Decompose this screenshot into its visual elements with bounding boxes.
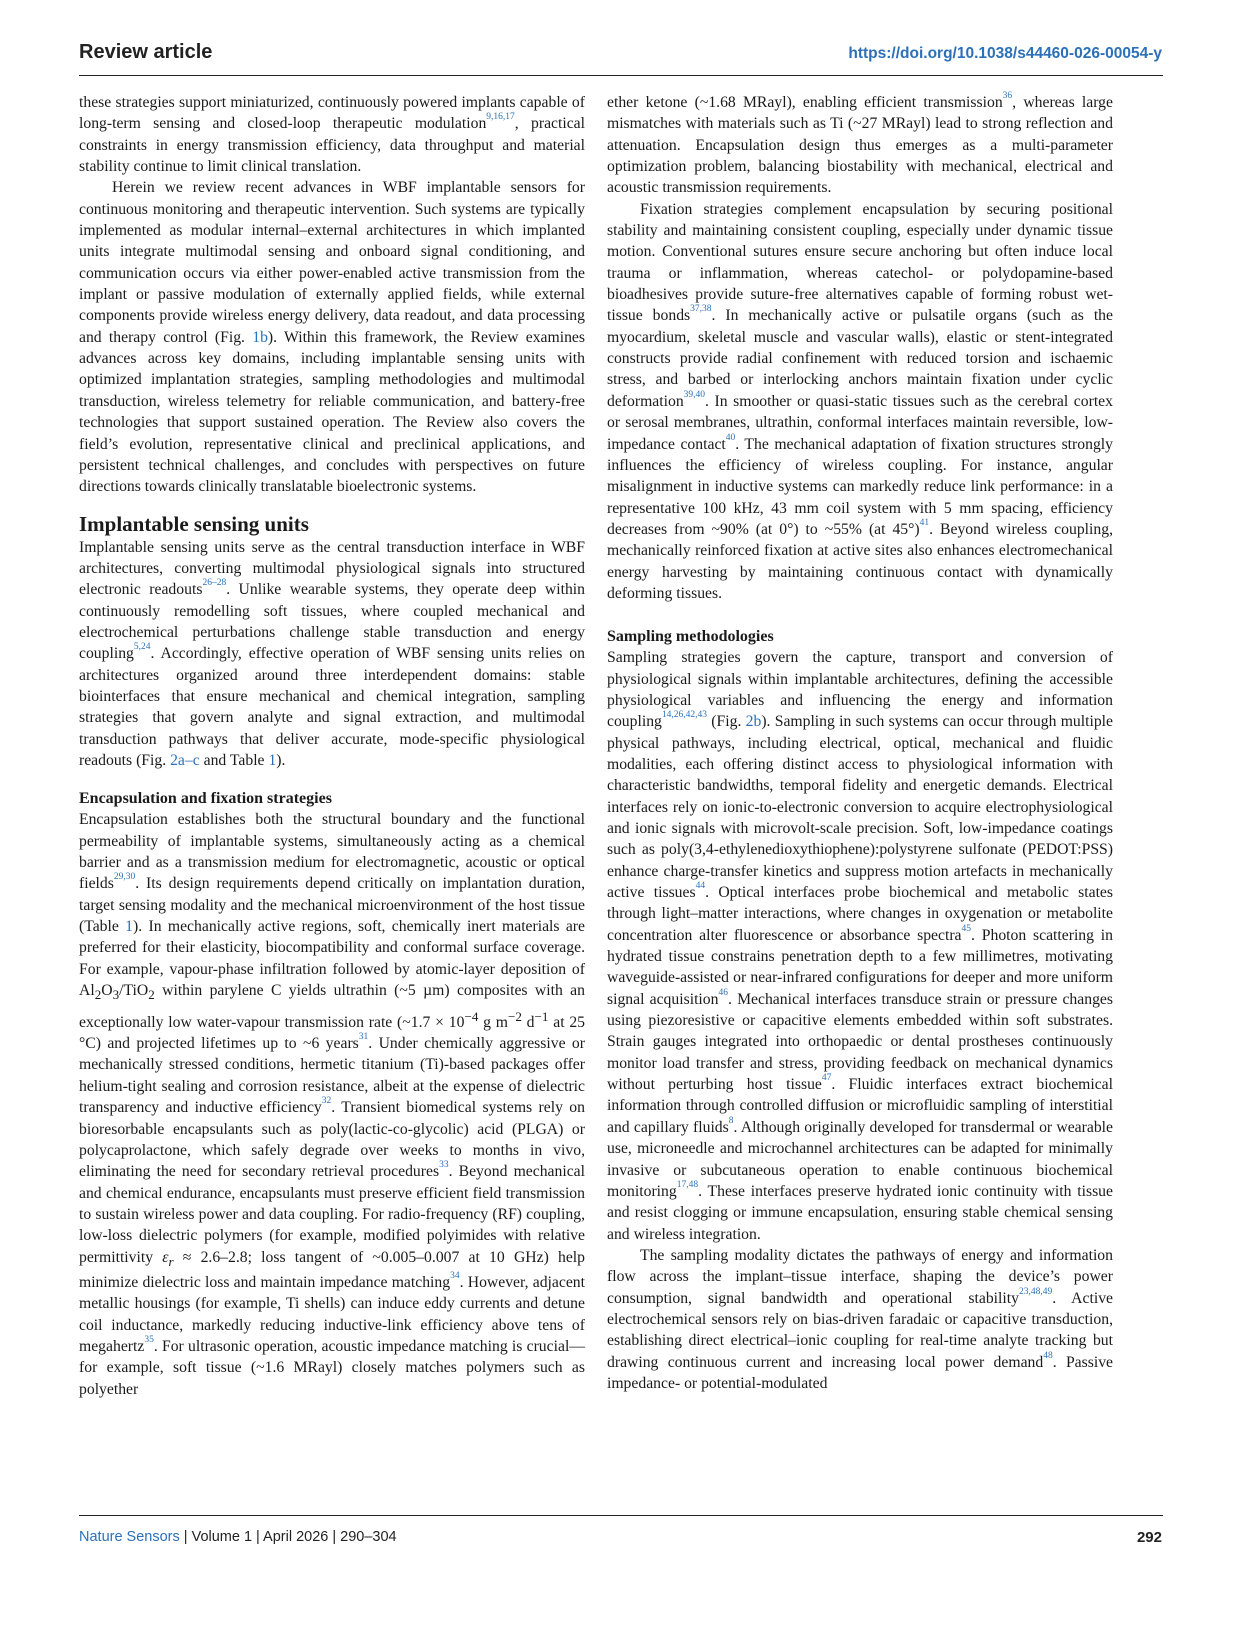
text-run: ether ketone (~1.68 MRayl), enabling efficient transmission [607, 94, 1003, 111]
subsection-heading-encapsulation: Encapsulation and fixation strategies [79, 790, 332, 808]
sampling-paragraph-1 [607, 647, 1113, 1245]
citation-link[interactable]: 36 [1002, 91, 1013, 101]
citation-link[interactable]: 33 [439, 1160, 449, 1171]
footer-citation [79, 1529, 397, 1545]
text-run: . Although originally developed for transdermal or wearable use, microneedle and microchannel architectures can be adapted for minimally invasive or subcutaneous operation to enable continuous biochemical monitoring [607, 1118, 1113, 1200]
text-run: ). [276, 751, 286, 769]
text-run: Herein we review recent advances in WBF implantable sensors for continuous monitoring and therapeutic intervention. Such systems are typically implemented as modular internal–external architectures in which implanted units integrate multimodal sensing and onboard signal conditioning, and communication occurs via either power-enabled active transmission from the implant or passive modulation of externally applied fields, while external components provide wireless energy delivery, data readout, and data processing and therapy control (Fig. [79, 179, 585, 346]
text-run: . Unlike wearable systems, they operate deep within continuously remodelling soft tissues, where coupled mechanical and electrochemical perturbations challenge stable transduction and energy coupling [79, 581, 586, 663]
text-run: these strategies support miniaturized, continuously powered implants capable of long-term sensing and closed-loop therapeutic modulation [79, 94, 585, 133]
figure-link[interactable]: 2a–c [170, 751, 200, 769]
text-run: . Passive impedance- or potential-modulated [607, 1353, 1113, 1392]
citation-link[interactable]: 9,16,17 [486, 112, 515, 123]
table-link[interactable]: 1 [268, 751, 277, 769]
text-run: (Fig. [707, 713, 746, 731]
citation-link[interactable]: 41 [919, 517, 930, 528]
text-run: . Optical interfaces probe biochemical and metabolic states through light–matter interactions, where changes in oxygenation or metabolite concentration alter fluorescence or absorbance spectra [607, 884, 1113, 944]
text-run: /TiO [119, 982, 149, 1000]
issue-info: | Volume 1 | April 2026 | 290–304 [179, 1529, 397, 1545]
text-run: Encapsulation establishes both the structural boundary and the functional permeability of implantable systems, simultaneously acting as a chemical barrier and as a transmission medium for electromagnetic, acoustic or optical fields [79, 811, 585, 893]
figure-link[interactable]: 2b [745, 713, 762, 731]
doi-link[interactable]: https://doi.org/10.1038/s44460-026-00054-y [848, 45, 1162, 62]
continued-paragraph [607, 92, 1113, 199]
subscript: r [168, 1253, 174, 1269]
text-run: O [101, 982, 113, 1000]
text-run: d [521, 1013, 535, 1031]
page-number: 292 [1136, 1529, 1162, 1546]
text-run: . In smoother or quasi-static tissues such as the cerebral cortex or serosal membranes, ultrathin, conformal interfaces maintain reversible, low-impedance contact [607, 392, 1113, 453]
text-run: ). Sampling in such systems can occur through multiple physical pathways, including electrical, optical, mechanical and fluidic modalities, each offering distinct access to physiological information with characteristic bandwidths, temporal fidelity and energetic demands. Electrical interfaces rely on ionic-to-electronic conversion to acquire electrophysiological and ionic signals with microvolt-scale precision. Soft, low-impedance coatings such as poly(3,4-ethylenedioxythiophene):polystyrene sulfonate (PEDOT:PSS) enhance charge-transfer kinetics and suppress motion artefacts in mechanically active tissues [607, 713, 1113, 902]
text-run: . However, adjacent metallic housings (for example, Ti shells) can induce eddy currents and detune coil inductance, markedly reducing inductive-link efficiency above tens of megahertz [79, 1274, 585, 1356]
text-run: Fixation strategies complement encapsulation by securing positional stability and maintaining consistent coupling, especially under dynamic tissue motion. Conventional sutures ensure secure anchoring but often induce local trauma or inflammation, whereas catechol- or polydopamine-based bioadhesives provide suture-free alternatives capable of forming robust wet-tissue bonds [607, 200, 1113, 325]
text-run: The sampling modality dictates the pathways of energy and information flow across the implant–tissue interface, shaping the device’s power consumption, signal bandwidth and operational stability [607, 1246, 1113, 1307]
text-run: ≈ 2.6–2.8; loss tangent of ~0.005–0.007 at 10 GHz) help minimize dielectric loss and maintain impedance matching [79, 1248, 585, 1292]
citation-link[interactable]: 34 [450, 1271, 460, 1282]
figure-link[interactable]: 1b [252, 328, 268, 346]
text-run: . For ultrasonic operation, acoustic impedance matching is crucial—for example, soft tissue (~1.6 MRayl) closely matches polymers such as polyether [79, 1338, 585, 1398]
article-type-label: Review article [79, 41, 213, 63]
table-link[interactable]: 1 [125, 918, 134, 936]
citation-link[interactable]: 26–28 [202, 578, 227, 589]
fixation-paragraph [607, 199, 1113, 605]
intro-paragraph-1 [79, 92, 585, 177]
citation-link[interactable]: 37,38 [690, 304, 712, 315]
citation-link[interactable]: 48 [1043, 1350, 1053, 1361]
text-run: . Beyond mechanical and chemical endurance, encapsulants must preserve efficient field transmission to sustain wireless power and data coupling. For radio-frequency (RF) coupling, low-loss dielectric polymers (for example, modified polyimides with relative permittivity [79, 1163, 585, 1266]
text-run: . Its design requirements depend critically on implantation duration, target sensing modality and the mechanical microenvironment of the host tissue (Table [79, 875, 585, 936]
superscript: −4 [464, 1008, 479, 1024]
text-run: . Photon scattering in hydrated tissue constrains penetration depth to a few millimetres, motivating waveguide-assisted or near-infrared configurations for deeper and more uniform signal acquisition [607, 926, 1113, 1008]
text-run: within parylene C yields ultrathin (~5 µm) composites with an exceptionally low water-vapour transmission rate (~1.7 × 10 [79, 982, 585, 1031]
intro-paragraph-2 [79, 177, 585, 497]
units-paragraph [79, 537, 585, 772]
text-run: . In mechanically active or pulsatile organs (such as the myocardium, skeletal muscle and vascular walls), elastic or stent-integrated constructs provide radial confinement with reduced torsion and ischaemic stress, and barbed or interlocking anchors maintain fixation under cyclic deformation [607, 307, 1113, 410]
right-column [607, 92, 1113, 1394]
citation-link[interactable]: 31 [358, 1032, 369, 1043]
section-heading-implantable-sensing-units: Implantable sensing units [79, 511, 309, 536]
text-run: . These interfaces preserve hydrated ionic continuity with tissue and resist clogging or immune encapsulation, ensuring stable chemical sensing and wireless integration. [607, 1182, 1113, 1243]
text-run: at 25 °C) and projected lifetimes up to ~6 years [79, 1013, 586, 1053]
citation-link[interactable]: 17,48 [676, 1179, 699, 1190]
text-run: . Active electrochemical sensors rely on bias-driven faradaic or capacitive transduction, establishing direct electrical–ionic coupling for real-time analyte tracking but drawing continuous current and increasing local power demand [607, 1289, 1113, 1371]
text-run: . Fluidic interfaces extract biochemical information through controlled diffusion or microfluidic sampling of interstitial and capillary fluids [607, 1076, 1114, 1136]
superscript: −1 [534, 1008, 549, 1024]
text-run: ). Within this framework, the Review examines advances across key domains, including implantable sensing units with optimized implantation strategies, sampling methodologies and multimodal transduction, wireless telemetry for reliable communication, and battery-free technologies that support sustained operation. The Review also covers the field’s evolution, representative clinical and preclinical applications, and persistent technical challenges, and concludes with perspectives on future directions towards clinically translatable bioelectronic systems. [79, 328, 585, 496]
text-run: . Transient biomedical systems rely on bioresorbable encapsulants such as poly(lactic-co-glycolic) acid (PLGA) or polycaprolactone, which safely degrade over weeks to months in vivo, eliminating the need for secondary retrieval procedures [79, 1099, 585, 1181]
citation-link[interactable]: 46 [718, 987, 728, 998]
text-run: and Table [199, 751, 269, 769]
citation-link[interactable]: 40 [725, 432, 736, 443]
text-run: , whereas large mismatches with materials such as Ti (~27 MRayl) lead to strong reflection and attenuation. Encapsulation design thus emerges as a multi-parameter optimization problem, balancing biostability with mechanical, electrical and acoustic transmission requirements. [607, 94, 1113, 197]
left-column [79, 92, 585, 1400]
sampling-paragraph-2 [607, 1245, 1113, 1394]
citation-link[interactable]: 45 [961, 923, 972, 934]
citation-link[interactable]: 39,40 [683, 389, 706, 400]
text-run: g m [478, 1013, 508, 1031]
citation-link[interactable]: 32 [321, 1096, 332, 1107]
text-run: . Beyond wireless coupling, mechanically reinforced fixation at active sites also enhances electromechanical energy harvesting by maintaining continuous contact with dynamically deforming tissues. [607, 520, 1113, 602]
text-run: Implantable sensing units serve as the central transduction interface in WBF architectures, converting multimodal physiological signals into structured electronic readouts [79, 538, 585, 599]
superscript: −2 [507, 1008, 522, 1024]
encapsulation-paragraph [79, 809, 585, 1400]
text-run: . Under chemically aggressive or mechanically stressed conditions, hermetic titanium (Ti)-based packages offer helium-tight sealing and corrosion resistance, albeit at the expense of dielectric transparency and inductive efficiency [79, 1035, 585, 1117]
subsection-heading-sampling: Sampling methodologies [607, 628, 774, 646]
citation-link[interactable]: 44 [695, 881, 706, 892]
header-rule [79, 75, 1163, 76]
footer-rule [79, 1515, 1163, 1516]
symbol-epsilon: ε [162, 1248, 169, 1266]
citation-link[interactable]: 14,26,42,43 [661, 710, 708, 721]
citation-link[interactable]: 8 [728, 1115, 734, 1126]
citation-link[interactable]: 23,48,49 [1018, 1286, 1053, 1297]
citation-link[interactable]: 5,24 [133, 642, 151, 653]
subscript: 2 [148, 987, 155, 1003]
citation-link[interactable]: 47 [821, 1073, 832, 1084]
citation-link[interactable]: 35 [144, 1335, 154, 1346]
subscript: 3 [112, 987, 120, 1003]
text-run: ). In mechanically active regions, soft, chemically inert materials are preferred for their elasticity, biocompatibility and conformal surface coverage. For example, vapour-phase infiltration followed by atomic-layer deposition of Al [79, 918, 585, 1000]
text-run: . The mechanical adaptation of fixation structures strongly influences the efficiency of wireless coupling. For instance, angular misalignment in inductive systems can markedly reduce link performance: in a representative 100 kHz, 43 mm coil system with 5 mm spacing, efficiency decreases from ~90% (at 0°) to ~55% (at 45°) [607, 435, 1113, 538]
text-run: , practical constraints in energy transmission efficiency, data throughput and material stability continue to limit clinical translation. [79, 115, 585, 176]
subscript: 2 [94, 987, 102, 1003]
text-run: Sampling strategies govern the capture, transport and conversion of physiological signals within implantable architectures, defining the accessible physiological variables and influencing the energy and information coupling [607, 649, 1113, 731]
citation-link[interactable]: 29,30 [113, 872, 136, 883]
text-run: . Mechanical interfaces transduce strain or pressure changes using piezoresistive or capacitive elements embedded within soft substrates. Strain gauges integrated into orthopaedic or dental prostheses continuously monitor load transfer and stress, providing feedback on mechanical dynamics without perturbing host tissue [607, 990, 1113, 1094]
text-run: . Accordingly, effective operation of WBF sensing units relies on architectures organized around three interdependent domains: stable biointerfaces that ensure mechanical and chemical integration, sampling strategies that govern analyte and signal extraction, and multimodal transduction pathways that deliver accurate, mode-specific physiological readouts (Fig. [79, 645, 585, 769]
journal-link[interactable]: Nature Sensors [79, 1529, 180, 1545]
